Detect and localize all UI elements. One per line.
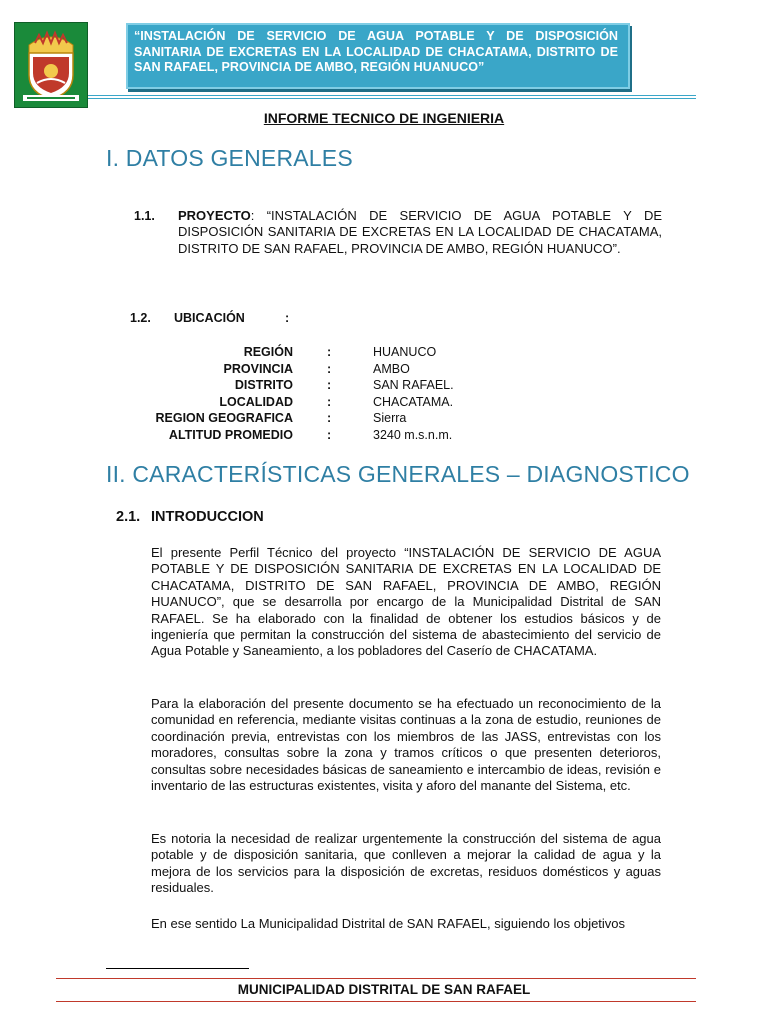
ubicacion-row-value: HUANUCO xyxy=(373,345,437,359)
banner-text: “INSTALACIÓN DE SERVICIO DE AGUA POTABLE Y DE DISPOSICIÓN SANITARIA DE EXCRETAS EN LA LOCALIDAD DE CHACATAMA, DISTRITO DE SAN RAFAEL, PROVINCIA DE AMBO, REGIÓN HUANUCO” xyxy=(134,29,618,74)
intro-paragraph-3: Es notoria la necesidad de realizar urgentemente la construcción del sistema de agua potable y de disposición sanitaria, que conlleven a mejorar la calidad de agua y la mejora de los servicios para la disposición de excretas, residuos domésticos y aguas residuales. xyxy=(151,831,661,896)
ubicacion-row-colon: : xyxy=(327,411,332,426)
document-title: INFORME TECNICO DE INGENIERIA xyxy=(263,110,505,126)
ubicacion-row-value: AMBO xyxy=(373,361,410,376)
ubicacion-row-colon: : xyxy=(327,394,332,409)
item-number-1-1: 1.1. xyxy=(134,209,155,223)
ubicacion-row-label: REGIÓN xyxy=(243,345,293,359)
ubicacion-table xyxy=(150,345,480,447)
item-number-1-2: 1.2. xyxy=(130,311,151,325)
ubicacion-label: UBICACIÓN xyxy=(174,311,245,325)
intro-paragraph-2: Para la elaboración del presente documento se ha efectuado un reconocimiento de la comunidad en referencia, mediante visitas continuas a la zona de estudio, reuniones de coordinación previa, entrevistas con los miembros de las JASS, entrevistas con los moradores, consultas sobre la zona y tramos críticos o que presenten deterioros, consultas sobre necesidades básicas de saneamiento e intercambio de ideas, revisión e inventario de las estructuras existentes, visita y aforo del manante del Sistema, etc. xyxy=(151,696,661,794)
ubicacion-colon: : xyxy=(285,311,290,325)
ubicacion-row-value: SAN RAFAEL. xyxy=(373,378,454,393)
header-divider-top xyxy=(88,95,696,96)
municipal-logo xyxy=(14,22,88,108)
section-heading-datos-generales: I. DATOS GENERALES xyxy=(106,145,353,171)
sub-number-2-1: 2.1. xyxy=(116,509,141,525)
intro-paragraph-4: En ese sentido La Municipalidad Distrital de SAN RAFAEL, siguiendo los objetivos xyxy=(151,916,626,931)
ubicacion-row-colon: : xyxy=(327,345,332,359)
ubicacion-row-value: Sierra xyxy=(373,411,407,426)
ubicacion-row-colon: : xyxy=(327,428,332,442)
shield-emblem-icon xyxy=(15,23,87,107)
ubicacion-row xyxy=(150,428,480,444)
ubicacion-row xyxy=(150,362,480,378)
ubicacion-row xyxy=(150,345,480,361)
footer-divider-bottom xyxy=(56,1001,696,1002)
ubicacion-row-value: 3240 m.s.n.m. xyxy=(373,428,453,442)
section-heading-caracteristicas: II. CARACTERÍSTICAS GENERALES – DIAGNOSTICO xyxy=(106,461,690,487)
intro-paragraph-1: El presente Perfil Técnico del proyecto “INSTALACIÓN DE SERVICIO DE AGUA POTABLE Y DE DISPOSICIÓN SANITARIA DE EXCRETAS EN LA LOCALIDAD DE CHACATAMA, DISTRITO DE SAN RAFAEL, PROVINCIA DE AMBO, REGIÓN HUANUCO”, que se desarrolla por encargo de la Municipalidad Distrital de SAN RAFAEL. Se ha elaborado con la finalidad de obtener los estudios básicos y de ingeniería que permitan la construcción del sistema de abastecimiento del servicio de Agua Potable y Saneamiento, a los pobladores del Caserío de CHACATAMA. xyxy=(151,545,661,659)
ubicacion-row-label: DISTRITO xyxy=(234,378,293,393)
ubicacion-row xyxy=(150,395,480,411)
ubicacion-row-colon: : xyxy=(327,361,332,376)
project-description xyxy=(178,208,662,257)
footnote-separator xyxy=(106,968,249,969)
sub-heading-introduccion: INTRODUCCION xyxy=(151,509,264,525)
ubicacion-row-label: REGION GEOGRAFICA xyxy=(155,411,293,426)
project-label: PROYECTO xyxy=(178,208,251,223)
ubicacion-row xyxy=(150,378,480,394)
ubicacion-row-value: CHACATAMA. xyxy=(373,394,454,409)
footer-municipality-name: MUNICIPALIDAD DISTRITAL DE SAN RAFAEL xyxy=(237,982,531,997)
project-text: : “INSTALACIÓN DE SERVICIO DE AGUA POTABLE Y DE DISPOSICIÓN SANITARIA DE EXCRETAS EN LA LOCALIDAD DE CHACATAMA, DISTRITO DE SAN RAFAEL, PROVINCIA DE AMBO, REGIÓN HUANUCO”. xyxy=(178,208,662,256)
footer-divider-top xyxy=(56,978,696,979)
ubicacion-row-label: LOCALIDAD xyxy=(219,394,293,409)
ubicacion-row xyxy=(150,411,480,427)
ubicacion-row-label: ALTITUD PROMEDIO xyxy=(168,428,293,442)
ubicacion-row-label: PROVINCIA xyxy=(223,361,293,376)
ubicacion-row-colon: : xyxy=(327,378,332,393)
header-divider-bottom xyxy=(88,98,696,99)
